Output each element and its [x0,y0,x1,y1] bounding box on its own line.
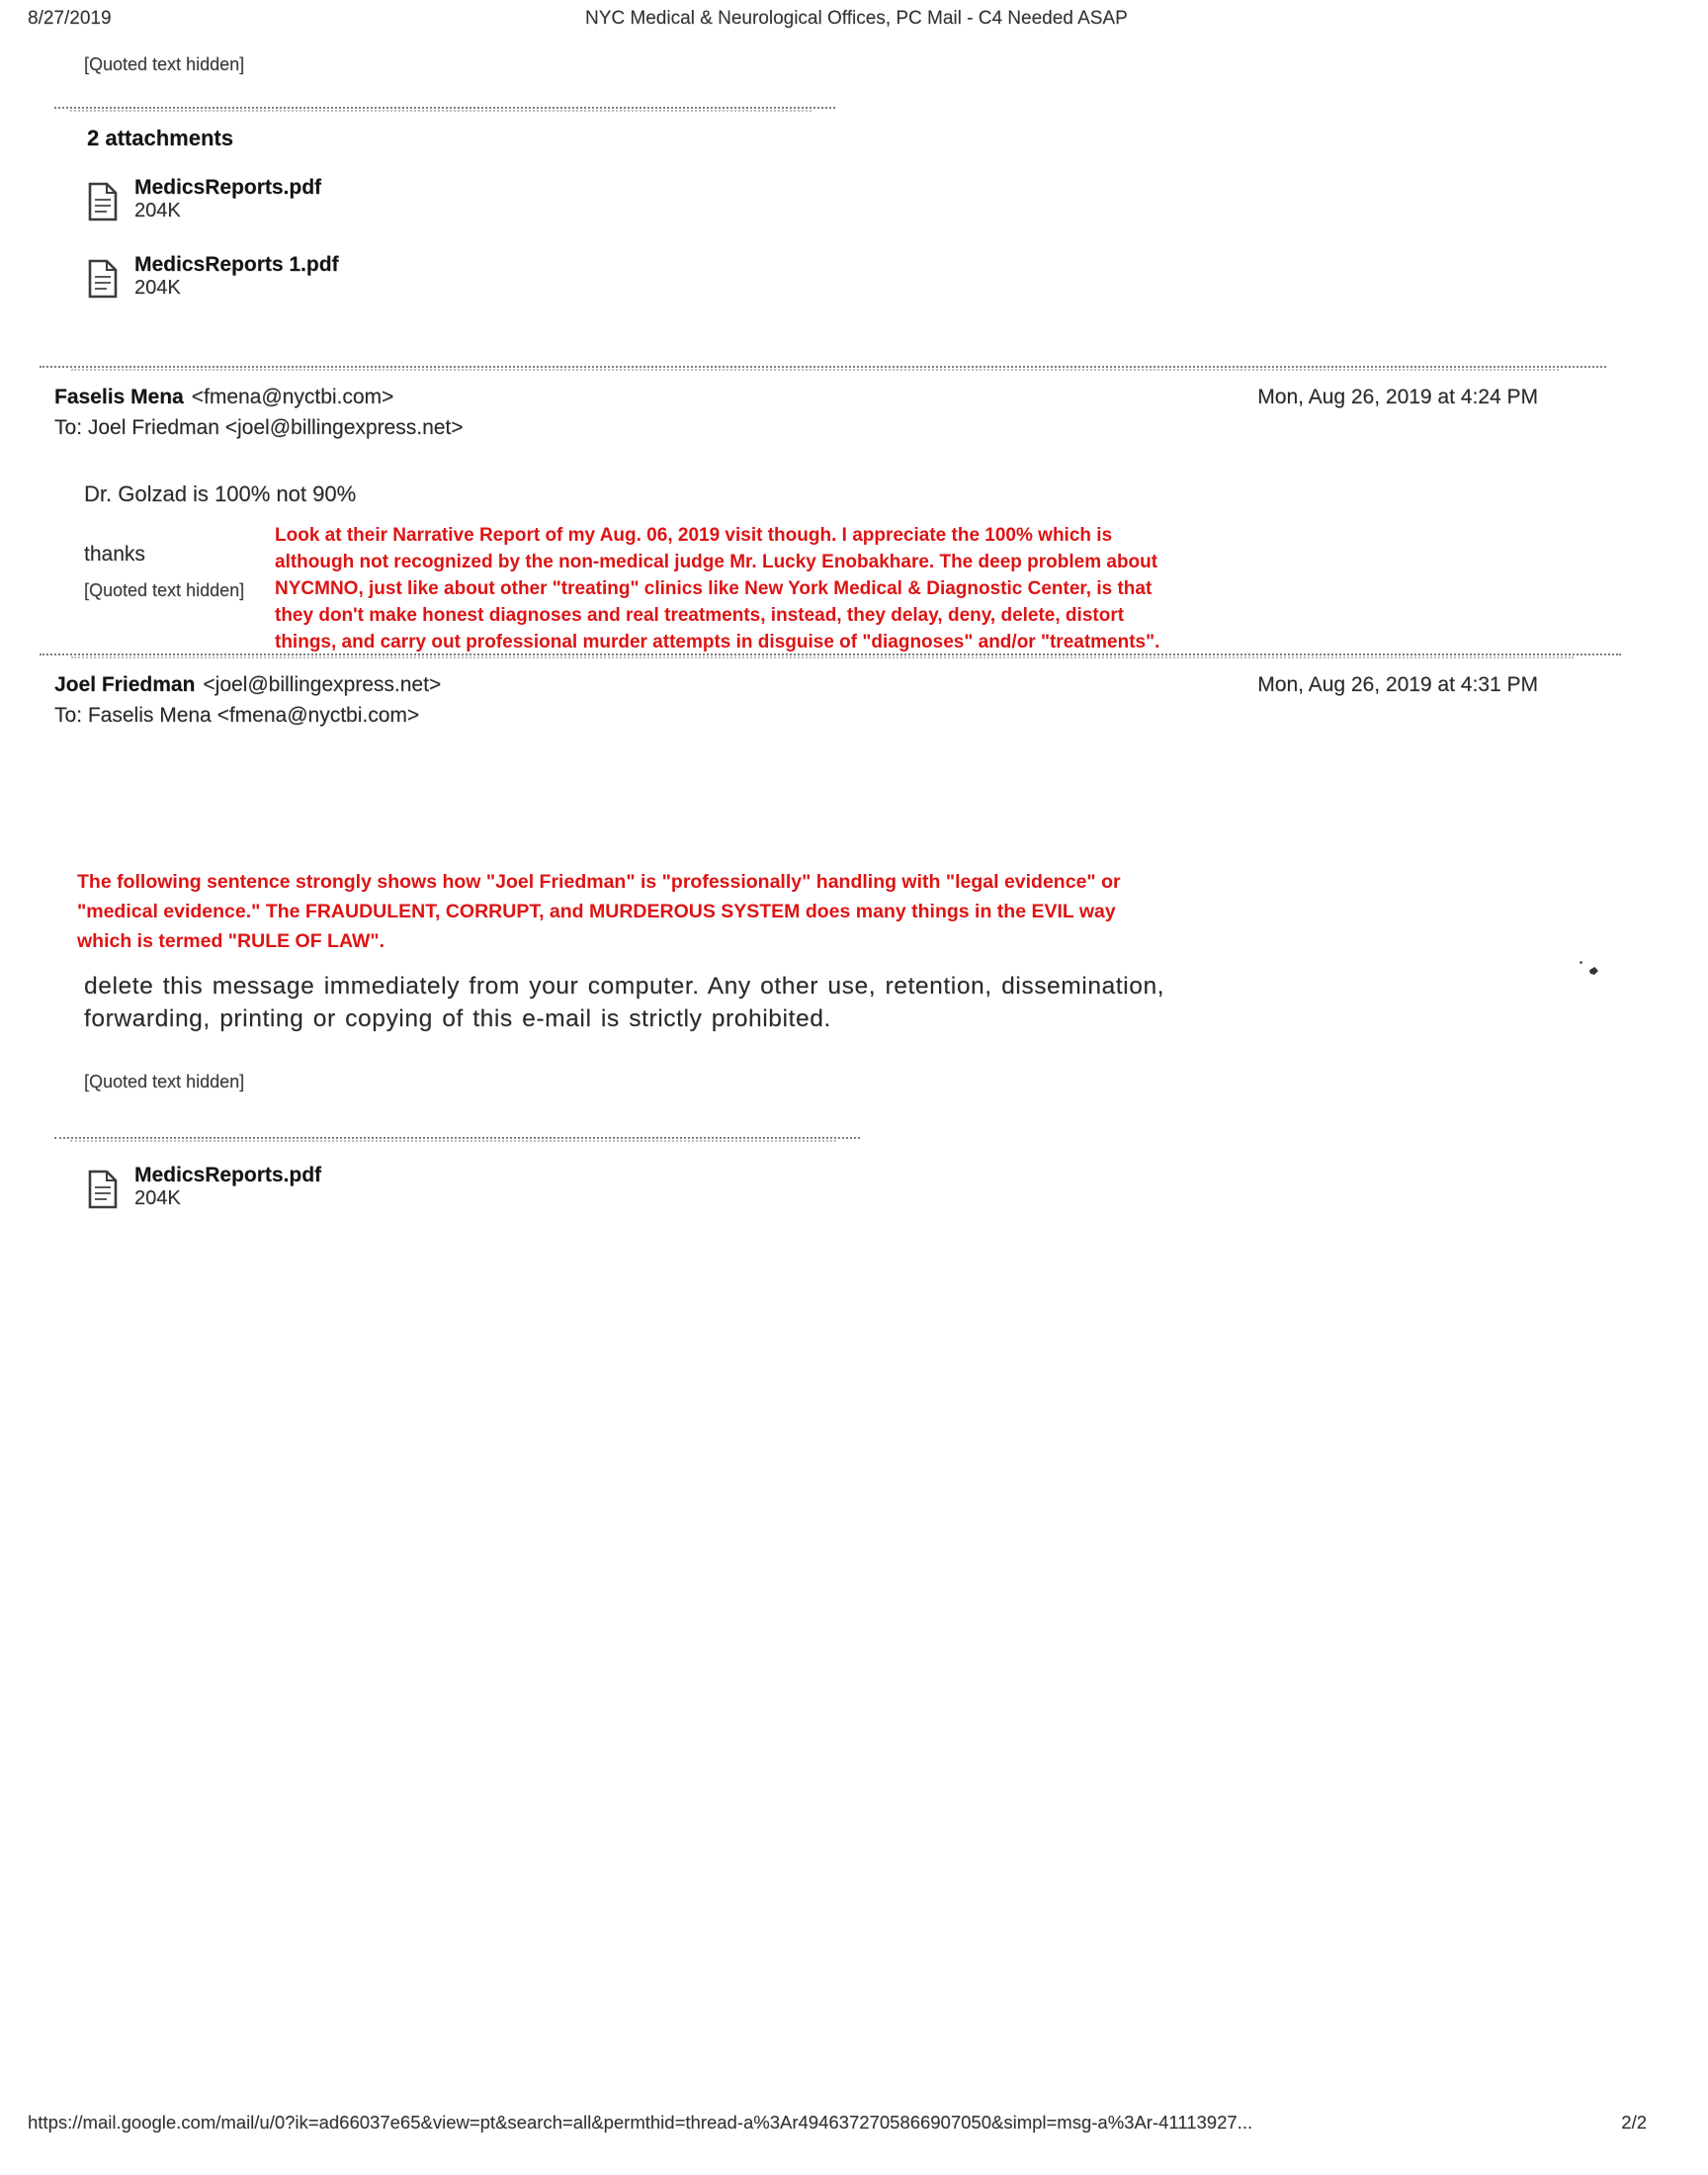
message1-closing: thanks [84,543,145,566]
message2-recipient-line: To: Faselis Mena <fmena@nyctbi.com> [54,704,420,727]
body-line: delete this message immediately from your computer. Any other use, retention, dissemination, [84,973,1165,1000]
message-divider [40,366,1606,372]
attachment-item [134,253,339,300]
annotation-line: The following sentence strongly shows how "Joel Friedman" is "professionally" handling with "legal evidence" or [77,871,1121,893]
attachment-item [134,176,321,222]
message-divider [40,653,1621,659]
annotation-line: which is termed "RULE OF LAW". [77,930,385,952]
attachment-size: 204K [134,1187,181,1209]
print-date: 8/27/2019 [28,8,112,29]
attachment-name: MedicsReports 1.pdf [134,253,339,276]
sender-name: Faselis Mena [54,386,184,408]
attachments-header: 2 attachments [87,126,233,150]
footer-page-number: 2/2 [1621,2112,1647,2132]
message1-recipient-line: To: Joel Friedman <joel@billingexpress.net> [54,416,464,439]
scan-artifact [1580,961,1582,964]
message1-from-line [54,386,393,409]
annotation-line: NYCMNO, just like about other "treating" clinics like New York Medical & Diagnostic Center, is that [275,578,1153,599]
quoted-text-hidden: [Quoted text hidden] [84,54,245,74]
red-annotation-2 [77,867,1121,956]
attachment-name: MedicsReports.pdf [134,1164,322,1186]
annotation-line: Look at their Narrative Report of my Aug. 06, 2019 visit though. I appreciate the 100% which is [275,525,1113,546]
message1-body: Dr. Golzad is 100% not 90% [84,481,357,506]
quoted-text-hidden: [Quoted text hidden] [84,580,245,600]
attachment-name: MedicsReports.pdf [134,176,322,199]
footer-url: https://mail.google.com/mail/u/0?ik=ad66037e65&view=pt&search=all&permthid=thread-a%3Ar4946372705866907050&simpl=msg-a%3Ar-41113927... [28,2112,1253,2132]
sender-name: Joel Friedman [54,673,196,696]
email-subject-title: NYC Medical & Neurological Offices, PC Mail - C4 Needed ASAP [585,8,1128,29]
message2-timestamp: Mon, Aug 26, 2019 at 4:31 PM [1257,673,1538,696]
attachment-size: 204K [134,200,181,221]
pdf-icon [87,1169,119,1210]
message1-timestamp: Mon, Aug 26, 2019 at 4:24 PM [1257,386,1538,408]
attachment-item [134,1164,321,1210]
sender-email: <joel@billingexpress.net> [203,673,442,696]
pdf-icon [87,258,119,300]
scan-artifact [1589,967,1598,975]
quoted-text-hidden: [Quoted text hidden] [84,1072,245,1091]
red-annotation-1 [275,522,1159,655]
sender-email: <fmena@nyctbi.com> [191,386,394,408]
section-divider [54,1137,860,1143]
attachment-size: 204K [134,277,181,299]
annotation-line: although not recognized by the non-medical judge Mr. Lucky Enobakhare. The deep problem about [275,552,1158,572]
message2-body [84,970,1164,1035]
section-divider [54,107,835,113]
message2-from-line [54,673,441,697]
annotation-line: things, and carry out professional murder attempts in disguise of "diagnoses" and/or "treatments". [275,632,1160,652]
annotation-line: "medical evidence." The FRAUDULENT, CORRUPT, and MURDEROUS SYSTEM does many things in the EVIL way [77,901,1116,922]
pdf-icon [87,181,119,222]
annotation-line: they don't make honest diagnoses and real treatments, instead, they delay, deny, delete, distort [275,605,1125,626]
body-line: forwarding, printing or copying of this e-mail is strictly prohibited. [84,1005,831,1032]
